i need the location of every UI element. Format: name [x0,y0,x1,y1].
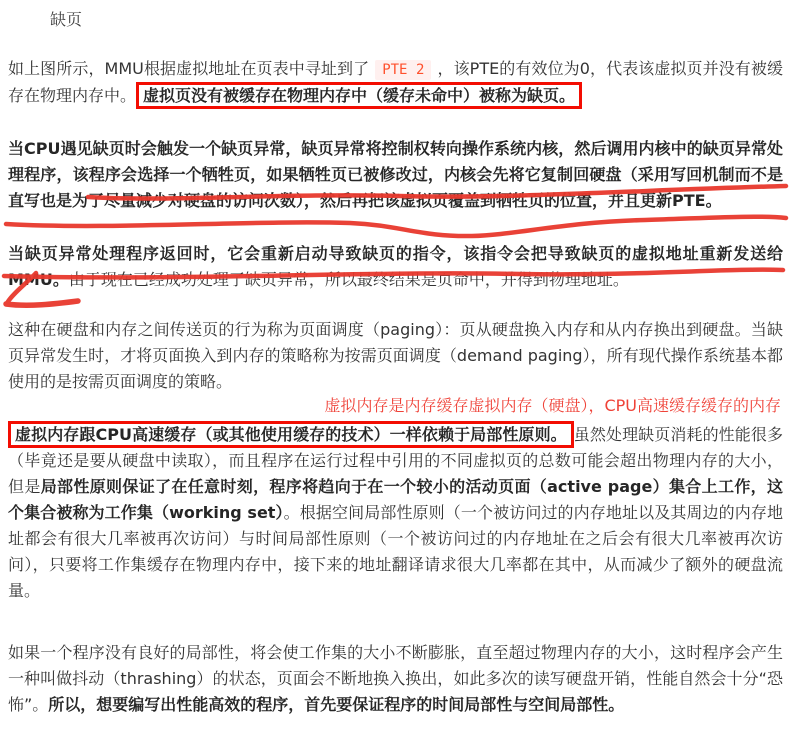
red-annotation-note: 虚拟内存是内存缓存虚拟内存（硬盘），CPU高速缓存缓存的内存 [324,396,781,415]
text-run: 如果一个程序没有良好的局部性，将会使工作集的大小不断膨胀，直至超过物理内存的大小，这时程序会产生一种叫做抖动（thrashing）的状态，页面会不断地换入换出，如此多次的读写硬盘开销，性能自然会十分“恐怖”。 [8,643,783,714]
paragraph-p2 [8,136,783,214]
paragraph-p5 [8,422,783,604]
red-highlight-box-text: 虚拟内存跟CPU高速缓存（或其他使用缓存的技术）一样依赖于局部性原则。 [8,421,574,448]
inline-code-chip: PTE 2 [375,60,431,80]
red-highlight-box-text: 虚拟页没有被缓存在物理内存中（缓存未命中）被称为缺页。 [136,82,582,109]
paragraph-p3 [8,241,783,293]
bold-text-run: 局部性原则保证了在任意时刻，程序将趋向于在一个较小的活动页面（active page）集合上工作，这个集合被称为工作集（working set） [8,477,783,522]
text-run: ，该PTE的有效位为0，代表该虚拟页并没有被缓存在物理内存中。 [8,59,783,105]
document-page [0,10,791,718]
article-body [8,56,783,718]
bold-text-run: 所以，想要编写出性能高效的程序，首先要保证程序的时间局部性与空间局部性。 [48,695,625,714]
text-run: 如上图所示，MMU根据虚拟地址在页表中寻址到了 [8,59,370,78]
text-run: 虽然处理缺页消耗的性能很多（毕竟还是要从硬盘中读取），而且程序在运行过程中引用的不同虚拟页的总数可能会超出物理内存的大小，但是 [8,425,783,496]
page-title: 缺页 [50,10,83,29]
text-run: 由于现在已经成功处理了缺页异常，所以最终结果是页命中，并得到物理地址。 [68,270,629,289]
paragraph-p1 [8,56,783,109]
bold-text-run: 当缺页异常处理程序返回时，它会重新启动导致缺页的指令，该指令会把导致缺页的虚拟地址重新发送给MMU。 [8,244,783,289]
paragraph-p6 [8,640,783,718]
text-run: 这种在硬盘和内存之间传送页的行为称为页面调度（paging）：页从硬盘换入内存和从内存换出到硬盘。当缺页异常发生时，才将页面换入到内存的策略称为按需页面调度（demand paging），所有现代操作系统基本都使用的是按需页面调度的策略。 [8,320,783,391]
paragraph-p4 [8,317,783,395]
bold-text-run: 当CPU遇见缺页时会触发一个缺页异常，缺页异常将控制权转向操作系统内核，然后调用内核中的缺页异常处理程序，该程序会选择一个牺牲页，如果牺牲页已被修改过，内核会先将它复制回硬盘（采用写回机制而不是直写也是为了尽量减少对硬盘的访问次数），然后再把该虚拟页覆盖到牺牲页的位置，并且更新PTE。 [8,139,783,210]
text-run: 。根据空间局部性原则（一个被访问过的内存地址以及其周边的内存地址都会有很大几率被再次访问）与时间局部性原则（一个被访问过的内存地址在之后会有很大几率被再次访问），只要将工作集缓存在物理内存中，接下来的地址翻译请求很大几率都在其中，从而减少了额外的硬盘流量。 [8,503,783,600]
